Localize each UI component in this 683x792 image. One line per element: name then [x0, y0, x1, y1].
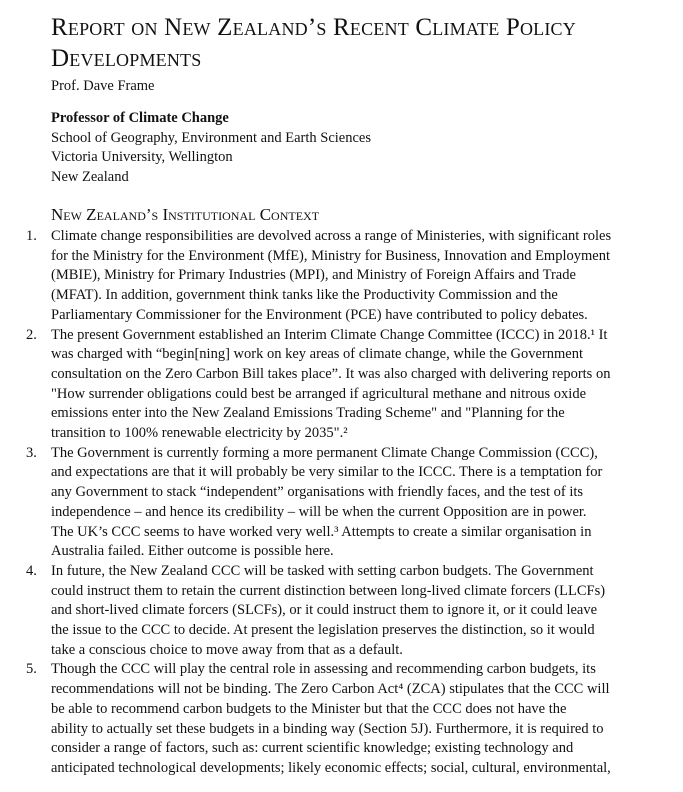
paragraph-line: the issue to the CCC to decide. At present the legislation preserves the distinction, so it would	[51, 622, 595, 639]
paragraph-line: Climate change responsibilities are devolved across a range of Ministeries, with significant roles	[51, 228, 612, 244]
numbered-paragraph-list	[0, 227, 683, 779]
university-name: Victoria University, Wellington	[51, 149, 233, 165]
author-role: Professor of Climate Change	[51, 110, 229, 126]
paragraph-text	[51, 326, 653, 444]
school-name: School of Geography, Environment and Earth Sciences	[51, 129, 371, 146]
paragraph-line: be able to recommend carbon budgets to the Minister but that the CCC does not have the	[51, 700, 567, 717]
paragraph-line: could instruct them to retain the current distinction between long-lived climate forcers (LLCFs)	[51, 582, 606, 599]
paragraph-line: and expectations are that it will probably be very similar to the ICCC. There is a temptation for	[51, 464, 603, 481]
paragraph-line: emissions enter into the New Zealand Emissions Trading Scheme" and "Planning for the	[51, 405, 565, 422]
paragraph-text	[51, 562, 653, 661]
paragraph-line: anticipated technological developments; likely economic effects; social, cultural, environmental,	[51, 759, 611, 776]
paragraph-line: consultation on the Zero Carbon Bill takes place”. It was also charged with delivering reports on	[51, 365, 611, 382]
paragraph-line: any Government to stack “independent” organisations with friendly faces, and the test of its	[51, 484, 584, 501]
numbered-paragraph	[0, 227, 683, 326]
paragraph-line: consider a range of factors, such as: current scientific knowledge; existing technology and	[51, 740, 574, 757]
document-title	[51, 12, 651, 74]
paragraph-line: was charged with “begin[ning] work on key areas of climate change, while the Government	[51, 346, 584, 363]
paragraph-line: take a conscious choice to move away from that as a default.	[51, 641, 403, 658]
paragraph-line: Though the CCC will play the central role in assessing and recommending carbon budgets, its	[51, 661, 596, 678]
paragraph-number: 2.	[26, 326, 37, 343]
paragraph-line: (MBIE), Ministry for Primary Industries (MPI), and Ministry of Foreign Affairs and Trade	[51, 267, 576, 284]
paragraph-line: (MFAT). In addition, government think tanks like the Productivity Commission and the	[51, 287, 558, 304]
paragraph-text	[51, 444, 653, 562]
paragraph-line: The UK’s CCC seems to have worked very well.³ Attempts to create a similar organisation in	[51, 523, 592, 540]
section-heading: New Zealand’s Institutional Context	[51, 205, 320, 224]
paragraph-line: recommendations will not be binding. The Zero Carbon Act⁴ (ZCA) stipulates that the CCC will	[51, 681, 610, 698]
paragraph-number: 3.	[26, 444, 37, 461]
paragraph-line: "How surrender obligations could best be arranged if agricultural methane and nitrous oxide	[51, 385, 587, 402]
paragraph-line: transition to 100% renewable electricity by 2035".²	[51, 425, 348, 442]
numbered-paragraph	[0, 326, 683, 444]
paragraph-line: Australia failed. Either outcome is possible here.	[51, 543, 334, 560]
author-name: Prof. Dave Frame	[51, 78, 155, 94]
paragraph-number: 4.	[26, 562, 37, 579]
numbered-paragraph	[0, 660, 683, 778]
paragraph-line: ability to actually set these budgets in a binding way (Section 5J). Furthermore, it is required to	[51, 720, 604, 737]
paragraph-line: Parliamentary Commissioner for the Environment (PCE) have contributed to policy debates.	[51, 306, 588, 323]
paragraph-line: independence – and hence its credibility – will be when the current Opposition are in power.	[51, 503, 587, 520]
paragraph-line: The Government is currently forming a more permanent Climate Change Commission (CCC),	[51, 444, 598, 461]
paragraph-line: and short-lived climate forcers (SLCFs), or it could instruct them to ignore it, or it could leave	[51, 602, 598, 619]
paragraph-text	[51, 660, 653, 778]
affiliation-block	[51, 109, 371, 187]
paragraph-text	[51, 227, 653, 326]
paragraph-line: The present Government established an Interim Climate Change Committee (ICCC) in 2018.¹ It	[51, 326, 608, 343]
title-line: Developments	[51, 45, 202, 72]
numbered-paragraph	[0, 562, 683, 661]
country-name: New Zealand	[51, 168, 129, 185]
paragraph-line: for the Ministry for the Environment (MfE), Ministry for Business, Innovation and Employment	[51, 247, 610, 264]
title-line: Report on New Zealand’s Recent Climate Policy	[51, 14, 576, 41]
paragraph-number: 1.	[26, 228, 37, 244]
paragraph-line: In future, the New Zealand CCC will be tasked with setting carbon budgets. The Government	[51, 562, 594, 579]
numbered-paragraph	[0, 444, 683, 562]
paragraph-number: 5.	[26, 661, 37, 678]
